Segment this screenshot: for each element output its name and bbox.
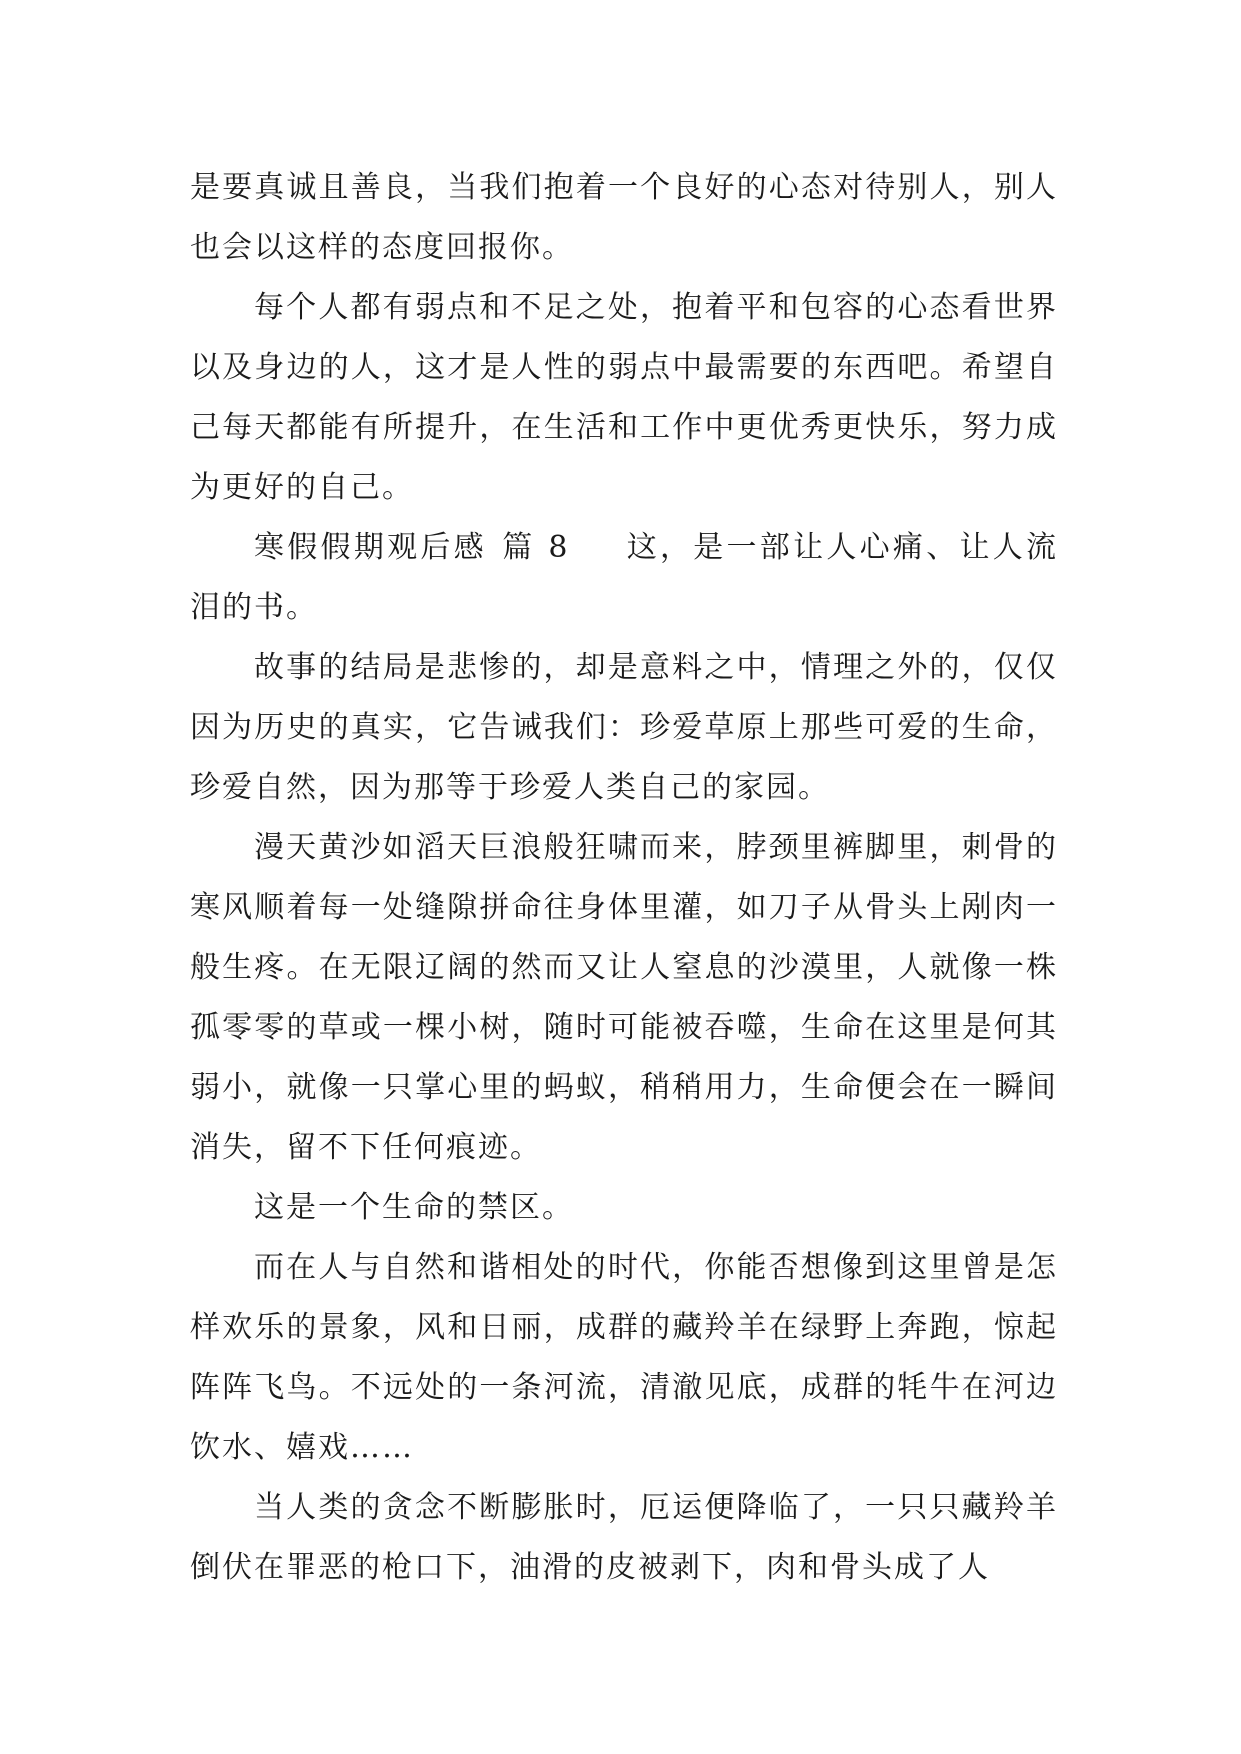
section-intro-text: 这，是一部让人心痛、让人流泪的书。 [190,530,1059,625]
paragraph-7: 而在人与自然和谐相处的时代，你能否想像到这里曾是怎样欢乐的景象，风和日丽，成群的藏羚羊在绿野上奔跑，惊起阵阵飞鸟。不远处的一条河流，清澈见底，成群的牦牛在河边饮水、嬉戏…… [190,1250,1058,1465]
section-heading [190,518,1058,638]
paragraph-5: 漫天黄沙如滔天巨浪般狂啸而来，脖颈里裤脚里，刺骨的寒风顺着每一处缝隙拼命往身体里灌，如刀子从骨头上剐肉一般生疼。在无限辽阔的然而又让人窒息的沙漠里，人就像一株孤零零的草或一棵小树，随时可能被吞噬，生命在这里是何其弱小，就像一只掌心里的蚂蚁，稍稍用力，生命便会在一瞬间消失，留不下任何痕迹。 [190,830,1058,1165]
document-body [190,158,1058,1598]
section-title: 寒假假期观后感 [254,530,487,565]
paragraph-1: 是要真诚且善良，当我们抱着一个良好的心态对待别人，别人也会以这样的态度回报你。 [190,170,1058,265]
paragraph-8: 当人类的贪念不断膨胀时，厄运便降临了，一只只藏羚羊倒伏在罪恶的枪口下，油滑的皮被剥下，肉和骨头成了人 [190,1490,1058,1585]
paragraph-4: 故事的结局是悲惨的，却是意料之中，情理之外的，仅仅因为历史的真实，它告诫我们：珍爱草原上那些可爱的生命，珍爱自然，因为那等于珍爱人类自己的家园。 [190,650,1058,805]
paragraph-2: 每个人都有弱点和不足之处，抱着平和包容的心态看世界以及身边的人，这才是人性的弱点中最需要的东西吧。希望自己每天都能有所提升，在生活和工作中更优秀更快乐，努力成为更好的自己。 [190,290,1058,505]
section-number: 篇 8 [500,530,570,565]
paragraph-6: 这是一个生命的禁区。 [254,1190,574,1225]
